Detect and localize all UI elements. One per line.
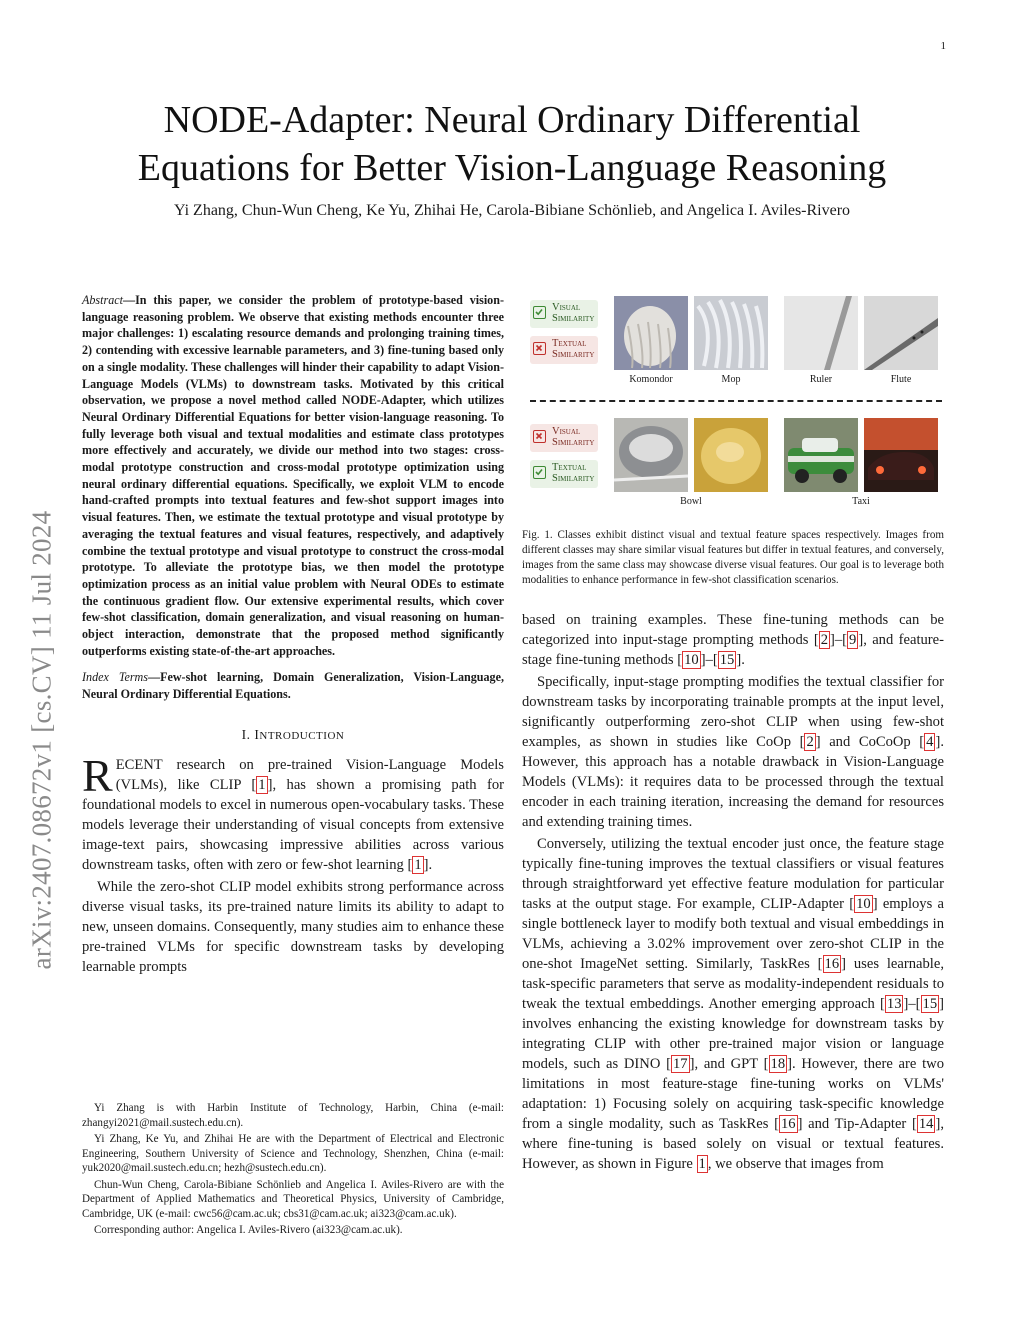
label-bowl: Bowl: [680, 496, 702, 507]
section-number: I.: [241, 726, 255, 742]
citation-link[interactable]: 1: [258, 776, 266, 793]
label-flute: Flute: [890, 374, 912, 385]
intro-p1-text-a: research on pre-trained Vision-Language Models (VLMs), like CLIP: [115, 756, 504, 793]
cross-icon: [533, 430, 546, 443]
citation-link[interactable]: 15: [922, 996, 938, 1012]
label-taxi: Taxi: [852, 496, 870, 507]
footnote: Yi Zhang, Ke Yu, and Zhihai He are with the Department of Electrical and Electronic Engineering, Southern University of Science and Technology, Shenzhen, China (e-mail: yuk2020@mail.sustech.edu.cn; hezh@sustech.edu.cn).: [82, 1133, 504, 1174]
abstract-text: —In this paper, we consider the problem of prototype-based vision-language reasoning problem. We observe that existing methods encounter three major challenges: 1) escalating resource demands and prolonging training times, 2) contending with excessive learnable parameters, and 3) fine-tuning based only on a single modality. These challenges will hinder their capability to adapt Vision-Language Models (VLMs) to downstream tasks. Motivated by this critical observation, we propose a novel method called NODE-Adapter, which utilizes Neural Ordinary Differential Equations for better vision-language reasoning. To fully leverage both visual and textual modalities and estimate class prototypes more effectively and accurately, we divide our method into two stages: cross-modal prototype construction and cross-modal prototype optimization using neural ordinary differential equations. Specifically, we exploit VLM to encode hand-crafted prompts into textual features and few-shot support images into visual features. Then, we estimate the textual prototype and visual prototype by averaging the textual features and visual features, respectively, and adaptively combine the textual prototype and visual prototype to construct the cross-modal prototype. To alleviate the prototype bias, we then model the prototype optimization process as an initial value problem with Neural ODEs to estimate the continuous gradient flow. Our extensive experimental results, which cover few-shot classification, domain generalization, and visual reasoning on human-object interaction, demonstrate that the proposed method significantly outperforms existing state-of-the-art approaches.: [82, 293, 504, 658]
citation-link[interactable]: 18: [770, 1056, 786, 1072]
taxi-image-2: [864, 418, 938, 492]
arxiv-stamp: arXiv:2407.08672v1 [cs.CV] 11 Jul 2024: [26, 510, 57, 970]
textual-similarity-box-bottom: [530, 460, 598, 488]
visual-similarity-label: Visual Similarity: [552, 302, 595, 324]
intro-paragraph-2: While the zero-shot CLIP model exhibits strong performance across diverse visual tasks, its pre-trained nature limits its ability to adapt to new, unseen domains. Consequently, many studies aim to enhance these pre-trained VLMs for specific downstream tasks by developing learnable prompts: [82, 878, 504, 975]
citation-link[interactable]: 16: [780, 1116, 796, 1132]
right-column-body: [522, 610, 944, 1174]
komondor-image: [614, 296, 688, 370]
check-icon: [533, 466, 546, 479]
citation-link[interactable]: 10: [856, 896, 871, 912]
right-paragraph-1: based on training examples. These fine-tuning methods can be categorized into input-stage prompting methods [ 2 ]–[ 9 ], and feature-stage fine-tuning methods [ 10 ]–[ 15 ].: [522, 612, 944, 668]
label-mop: Mop: [721, 374, 741, 385]
label-ruler: Ruler: [809, 374, 833, 385]
index-terms-text: —Few-shot learning, Domain Generalization, Vision-Language, Neural Ordinary Differential Equations.: [82, 670, 504, 702]
figure-divider: [530, 400, 942, 402]
abstract-lead: Abstract: [82, 293, 123, 307]
footnote: Corresponding author: Angelica I. Aviles-Rivero (ai323@cam.ac.uk).: [94, 1224, 403, 1236]
citation-link[interactable]: 16: [824, 956, 840, 972]
visual-similarity-box-bottom: [530, 424, 598, 452]
title-block: [80, 96, 944, 220]
textual-similarity-label: Textual Similarity: [552, 462, 595, 484]
textual-similarity-box-top: [530, 336, 598, 364]
right-paragraph-2: Specifically, input-stage prompting modifies the textual classifier for downstream tasks by incorporating trainable prompts at the input level, significantly outperforming zero-shot CLIP when using few-shot examples, as shown in studies like CoOp [ 2 ] and CoCoOp [ 4 ]. However, this approach has a notable drawback in Vision-Language Models (VLMs): it requires data to be processed through the textual encoder in each training iteration, increasing the demand for resources and extending training times.: [522, 674, 944, 830]
paper-title-line-2: Equations for Better Vision-Language Reasoning: [137, 147, 887, 189]
figure-1: [522, 292, 944, 514]
citation-link[interactable]: 1: [414, 856, 422, 873]
section-heading-introduction: [82, 727, 504, 743]
ruler-image: [784, 296, 858, 370]
index-terms: [82, 669, 504, 702]
footnote: Yi Zhang is with Harbin Institute of Technology, Harbin, China (e-mail: zhangyi2021@mail.sustech.edu.cn).: [82, 1102, 504, 1129]
bowl-image-1: [614, 418, 688, 492]
paper-title-line-1: NODE-Adapter: Neural Ordinary Differential: [163, 99, 861, 141]
citation-link[interactable]: 10: [684, 652, 699, 668]
author-list: Yi Zhang, Chun-Wun Cheng, Ke Yu, Zhihai He, Carola-Bibiane Schönlieb, and Angelica I. Aviles-Rivero: [173, 202, 851, 219]
mop-image: [694, 296, 768, 370]
taxi-image-1: [784, 418, 858, 492]
citation-link[interactable]: 4: [926, 734, 934, 750]
citation-link[interactable]: 2: [820, 632, 828, 648]
figure-link[interactable]: 1: [698, 1156, 706, 1172]
visual-similarity-box-top: [530, 300, 598, 328]
visual-similarity-label: Visual Similarity: [552, 426, 595, 448]
right-paragraph-3: Conversely, utilizing the textual encoder just once, the feature stage typically fine-tuning improves the textual classifiers or visual features through straightforward yet effective feature modulation for particular tasks at the output stage. For example, CLIP-Adapter [ 10 ] employs a single bottleneck layer to modify both textual and visual embeddings in VLMs, achieving a 3.02% improvement over zero-shot CLIP in the one-shot ImageNet setting. Similarly, TaskRes [ 16 ] uses learnable, task-specific parameters that serve as modality-independent residuals to tweak the textual embeddings. Another emerging approach [ 13 ]–[ 15 ] involves enhancing the existing knowledge for downstream tasks by integrating CLIP with other pre-trained major vision or language models, such as DINO [ 17 ], and GPT [ 18 ]. However, there are two limitations in most feature-stage fine-tuning works on VLMs' adaptation: 1) Focusing solely on acquiring task-specific knowledge from a single modality, such as TaskRes [ 16 ] and Tip-Adapter [ 14 ], where fine-tuning is based solely on visual or textual features. However, as shown in Figure 1 , we observe that images from: [522, 836, 944, 1172]
citation-link[interactable]: 13: [886, 996, 902, 1012]
intro-p1-text-c: .: [428, 856, 433, 873]
abstract: [82, 292, 504, 659]
bowl-image-2: [694, 418, 768, 492]
section-title-rest: NTRODUCTION: [259, 729, 345, 742]
label-komondor: Komondor: [629, 374, 673, 385]
citation-link[interactable]: 15: [719, 652, 735, 668]
textual-similarity-label: Textual Similarity: [552, 338, 595, 360]
intro-caps: ECENT: [115, 756, 163, 773]
intro-p1-text-b: , has shown a promising path for foundational models to excel in numerous open-vocabulary tasks. These models leverage their understanding of visual concepts from extensive image-text pairs, showcasing impressive abilities across various downstream tasks, often with zero or few-shot learning: [82, 776, 504, 873]
footnote: Chun-Wun Cheng, Carola-Bibiane Schönlieb and Angelica I. Aviles-Rivero are with the Department of Applied Mathematics and Theoretical Physics, University of Cambridge, Cambridge, UK (e-mail: cwc56@cam.ac.uk; cbs31@cam.ac.uk; ai323@cam.ac.uk).: [82, 1178, 504, 1220]
citation-link[interactable]: 17: [672, 1056, 688, 1072]
page-number: 1: [940, 40, 946, 52]
check-icon: [533, 306, 546, 319]
drop-cap: R: [82, 749, 113, 801]
flute-image: [864, 296, 938, 370]
right-column: [522, 292, 944, 1174]
citation-link[interactable]: 14: [918, 1116, 934, 1132]
figure-caption: Fig. 1. Classes exhibit distinct visual and textual feature spaces respectively. Images from different classes may share similar visual features but differ in textual features, and conversely, images from the same class may showcase diverse visual features. Our goal is to leverage both modalities to enhance performance in few-shot classification scenarios.: [522, 529, 944, 586]
section-title-initial: I: [254, 726, 260, 742]
footnotes: [82, 1101, 504, 1240]
citation-link[interactable]: 9: [849, 632, 857, 648]
left-column: [82, 292, 504, 977]
index-terms-lead: Index Terms: [82, 670, 148, 685]
intro-paragraph-1: RECENT research on pre-trained Vision-Language Models (VLMs), like CLIP [ 1 ], has shown a promising path for foundational models to excel in numerous open-vocabulary tasks. These models leverage their understanding of visual concepts from extensive image-text pairs, showcasing impressive abilities across various downstream tasks, often with zero or few-shot learning [ 1 ].: [82, 749, 504, 873]
citation-link[interactable]: 2: [806, 734, 814, 750]
cross-icon: [533, 342, 546, 355]
